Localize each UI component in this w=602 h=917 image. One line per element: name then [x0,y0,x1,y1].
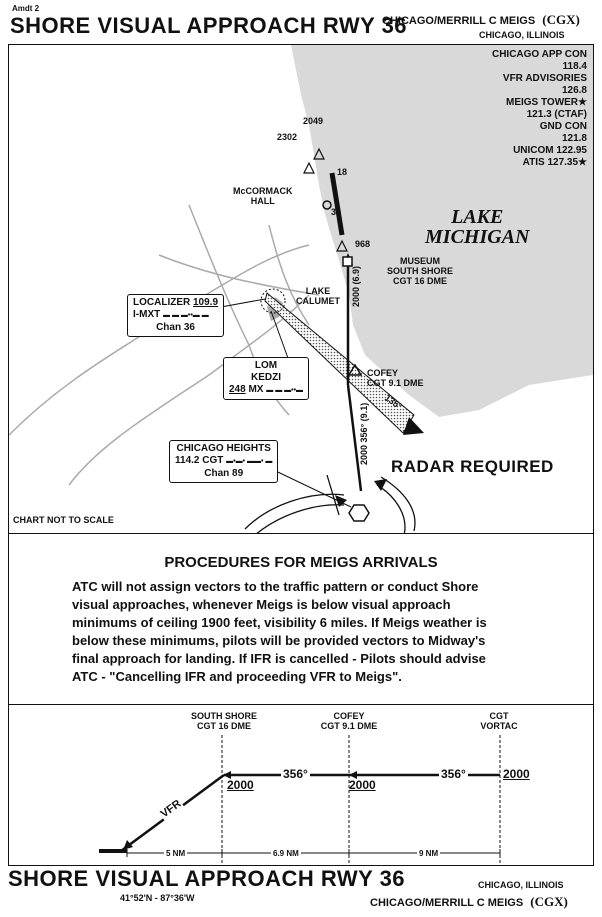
procedures-line: visual approaches, whenever Meigs is below visual approach [72,597,451,612]
lower-segment-dist: (9.1) [359,402,369,422]
profile-course-1: 356° [283,767,308,781]
page-title: SHORE VISUAL APPROACH RWY 36 [10,13,408,38]
chicago-heights-ident: CGT [202,455,224,466]
procedures-line: ATC will not assign vectors to the traffic pattern or conduct Shore [72,579,479,594]
procedures-heading: PROCEDURES FOR MEIGS ARRIVALS [164,554,438,571]
profile-alt-1: 2000 [227,778,254,792]
airport-name [382,12,580,28]
footer-airport [370,894,568,910]
profile-fix3-label [464,711,534,731]
freq-atis: ATIS 127.35★ [522,157,587,168]
localizer-freq: 109.9 [193,297,219,308]
south-shore-fix-label [387,256,453,286]
procedures-line: final approach for landing. If IFR is cancelled - Pilots should advise [72,651,486,666]
profile-view [8,704,594,866]
lake-michigan-line1: LAKE [451,206,504,228]
plan-view [8,44,594,534]
freq-app-con-value: 118.4 [562,61,587,72]
profile-alt-2: 2000 [349,778,376,792]
profile-fix2-label [304,711,394,731]
mccormack-hall-label [233,186,293,206]
freq-unicom: UNICOM 122.95 [513,145,587,156]
lower-segment-crs: 356° [359,423,369,443]
localizer-label: LOCALIZER [133,297,191,308]
profile-fix3-name: CGT [489,711,509,721]
museum-fix-icon [343,257,352,266]
footer-coords: 41°52'N - 87°36'W [120,893,195,903]
vortac-icon [349,505,369,521]
freq-app-con-label: CHICAGO APP CON [491,49,587,60]
lom-freq: 248 [229,384,246,395]
profile-fix2-dme: CGT 9.1 DME [320,721,378,731]
lom-name: KEDZI [251,372,282,383]
lower-segment-alt: 2000 [359,444,369,465]
upper-segment-alt: 2000 [351,286,361,307]
procedures-text [72,578,542,686]
profile-course-2: 356° [441,767,466,781]
museum-label: MUSEUM [400,256,440,266]
profile-fix1-name: SOUTH SHORE [190,711,257,721]
footer-title: SHORE VISUAL APPROACH RWY 36 [8,866,406,891]
profile-seg2-dist: 6.9 NM [273,849,299,858]
localizer-info-box [127,294,224,337]
chicago-heights-morse: ▬•▬• ▬▬• ▬ [226,458,273,465]
chicago-heights-name: CHICAGO HEIGHTS [176,443,271,454]
cofey-dme: CGT 9.1 DME [367,378,424,388]
profile-fix1-dme: CGT 16 DME [196,721,251,731]
lom-ident: MX [248,384,264,395]
upper-segment-label [351,266,361,307]
freq-tower-value: 121.3 (CTAF) [526,109,587,120]
runway-18-label: 18 [337,167,348,177]
footer-airport-id: (CGX) [530,894,568,909]
frequency-list [492,49,587,169]
profile-seg3-dist: 9 NM [419,849,439,858]
profile-arrow-3 [123,840,133,850]
lom-info-box [223,357,309,400]
localizer-ident: I-MXT [133,309,161,320]
chicago-heights-chan: Chan 89 [204,468,244,479]
localizer-morse: ▬ ▬ ▬••▬ ▬ [163,312,209,319]
profile-seg1-dist: 5 NM [166,849,186,858]
lom-morse: ▬ ▬ ▬••▬ [266,387,304,394]
lake-calumet-line1: LAKE [305,286,331,296]
arrival-arrow-right-head [374,479,387,491]
south-shore-dme: CGT 16 DME [393,276,448,286]
freq-gnd-label: GND CON [539,121,587,132]
obstacle-2302-icon [304,163,314,173]
footer-city: CHICAGO, ILLINOIS [478,880,564,890]
footer-airport-name: CHICAGO/MERRILL C MEIGS [370,897,524,909]
profile-fix2-name: COFEY [333,711,365,721]
freq-gnd-value: 121.8 [561,133,587,144]
freq-vfr-adv-value: 126.8 [561,85,587,96]
not-to-scale-label: CHART NOT TO SCALE [13,515,114,525]
amendment-label: Amdt 2 [12,4,40,13]
profile-alt-3: 2000 [503,767,530,781]
upper-segment-dist: (6.9) [351,265,361,285]
chicago-heights-freq: 114.2 [175,455,200,466]
south-shore-label: SOUTH SHORE [387,266,454,276]
profile-fix3-type: VORTAC [480,721,518,731]
radar-required-label: RADAR REQUIRED [391,457,554,476]
airport-city: CHICAGO, ILLINOIS [479,30,565,40]
arrival-arrows [245,475,415,533]
airport-name-text: CHICAGO/MERRILL C MEIGS [382,15,536,27]
freq-vfr-adv-label: VFR ADVISORIES [502,73,587,84]
obstacle-2302-label: 2302 [277,132,298,142]
airport-id: (CGX) [542,12,580,27]
lake-calumet-label [296,286,340,306]
localizer-chan: Chan 36 [156,322,195,333]
procedures-line: below these minimums, pilots will be provided vectors to Midway's [72,633,486,648]
obstacle-2049-label: 2049 [303,116,324,126]
freq-tower-label: MEIGS TOWER★ [505,97,587,108]
cofey-name: COFEY [367,368,399,378]
cofey-fix-label [367,368,424,388]
profile-fix1-label [179,711,269,731]
lake-calumet-line2: CALUMET [296,296,340,306]
lake-michigan-line2: MICHIGAN [425,226,530,248]
runway-36-label: 36 [331,207,342,217]
profile-fix-lines [222,735,500,865]
obstacle-968-label: 968 [355,239,371,249]
lake-michigan-label [425,207,529,247]
mccormack-line1: McCORMACK [233,186,293,196]
mccormack-line2: HALL [250,196,275,206]
chicago-heights-info-box [169,440,278,483]
profile-vfr-label: VFR [158,797,184,821]
lower-segment-label [359,403,369,465]
lom-label: LOM [254,360,278,371]
procedures-line: minimums of ceiling 1900 feet, visibility 6 miles. If Meigs weather is [72,615,487,630]
localizer-course-label: 135° [382,392,404,412]
procedures-line: ATC - "Cancelling IFR and proceeding VFR to Meigs". [72,669,402,684]
